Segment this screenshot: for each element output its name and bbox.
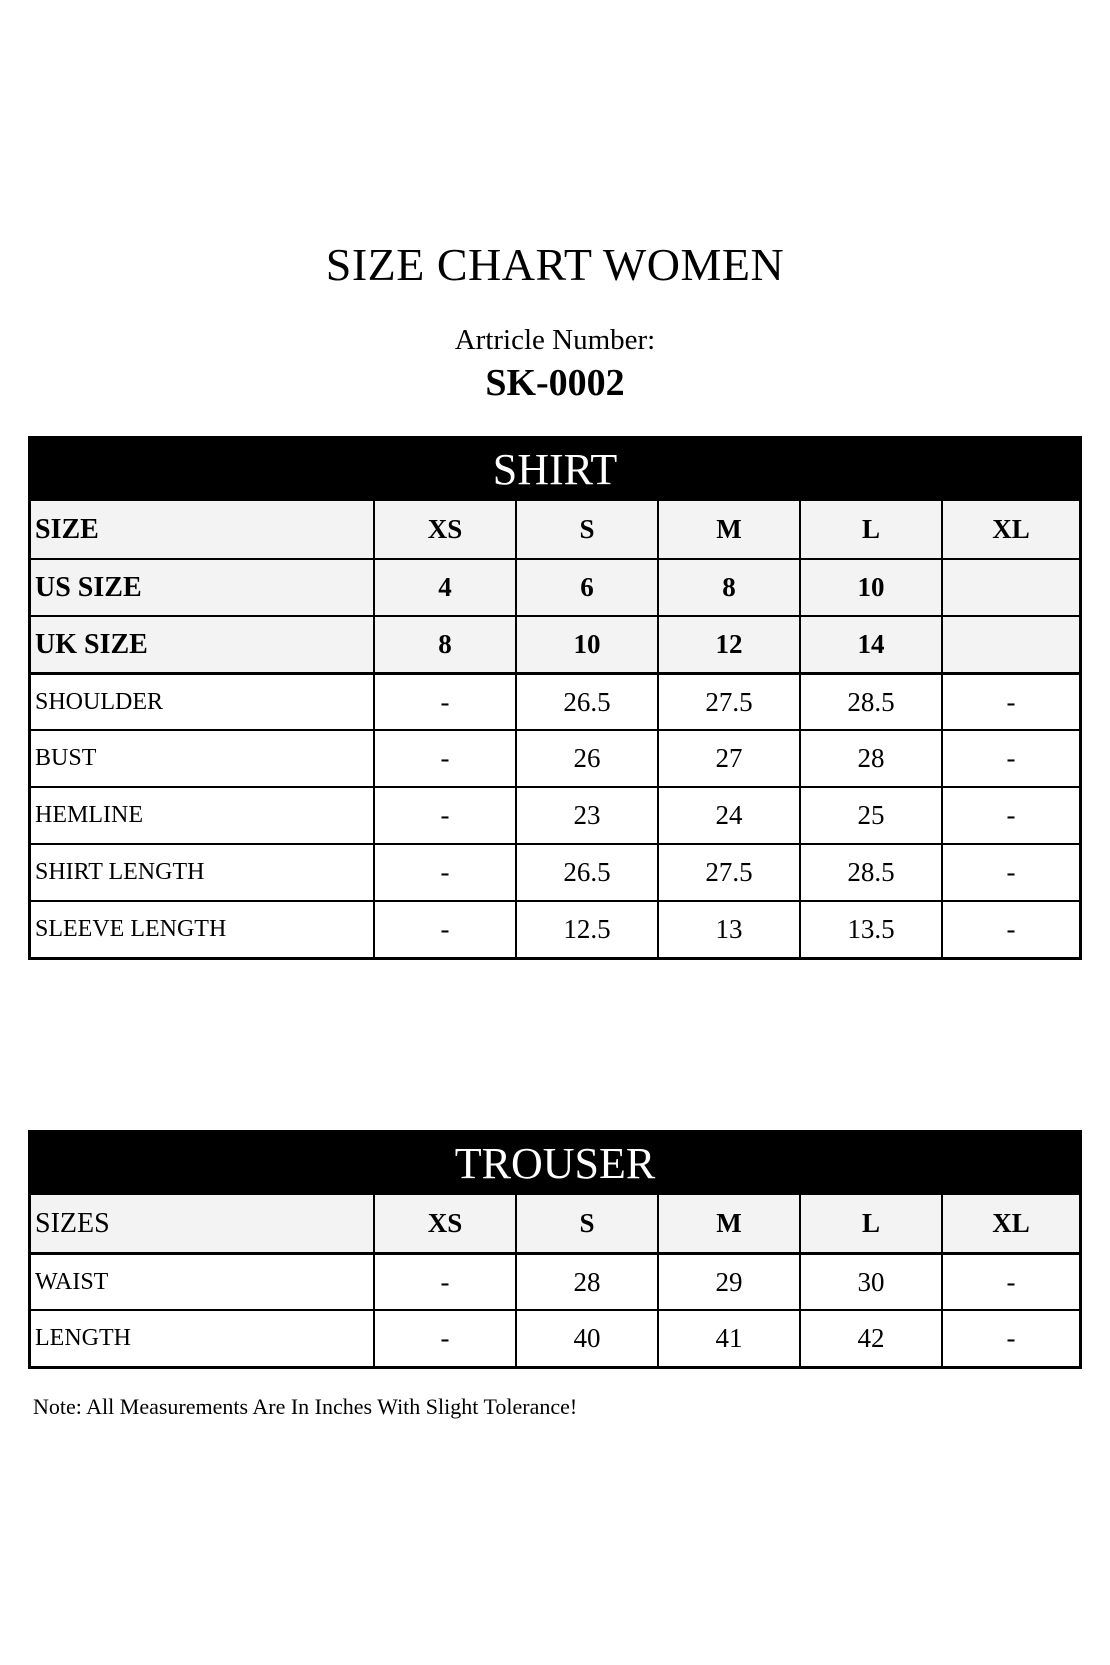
table-cell: 25 bbox=[799, 788, 941, 843]
row-label: US SIZE bbox=[35, 571, 142, 603]
table-cell: - bbox=[373, 675, 515, 729]
trouser-column-header: SIZES bbox=[35, 1207, 110, 1239]
table-cell: 29 bbox=[657, 1255, 799, 1309]
shirt-column-header: XS bbox=[373, 501, 515, 558]
table-cell: 14 bbox=[799, 617, 941, 672]
shirt-us-size-row bbox=[31, 558, 1079, 615]
row-label: UK SIZE bbox=[35, 628, 148, 660]
table-cell: 6 bbox=[515, 560, 657, 615]
table-cell: - bbox=[373, 902, 515, 957]
trouser-waist-row bbox=[31, 1252, 1079, 1309]
table-cell: 8 bbox=[657, 560, 799, 615]
row-label: BUST bbox=[35, 745, 97, 771]
measurement-note: Note: All Measurements Are In Inches With Slight Tolerance! bbox=[33, 1394, 578, 1419]
shirt-column-header: L bbox=[799, 501, 941, 558]
row-label: HEMLINE bbox=[35, 802, 143, 828]
table-cell: - bbox=[941, 902, 1079, 957]
table-cell: 8 bbox=[373, 617, 515, 672]
shirt-uk-size-row bbox=[31, 615, 1079, 672]
row-label: SHIRT LENGTH bbox=[35, 859, 205, 885]
article-number: SK-0002 bbox=[485, 362, 625, 404]
trouser-size-table bbox=[28, 1130, 1082, 1369]
table-cell: 41 bbox=[657, 1311, 799, 1366]
shirt-size-header-row bbox=[31, 501, 1079, 558]
table-cell: 28.5 bbox=[799, 675, 941, 729]
table-cell: 24 bbox=[657, 788, 799, 843]
shirt-shoulder-row bbox=[31, 672, 1079, 729]
trouser-table-header: TROUSER bbox=[31, 1133, 1079, 1195]
table-cell: 27.5 bbox=[657, 845, 799, 900]
shirt-hemline-row bbox=[31, 786, 1079, 843]
table-cell: 30 bbox=[799, 1255, 941, 1309]
table-cell: 13 bbox=[657, 902, 799, 957]
shirt-table-header: SHIRT bbox=[31, 439, 1079, 501]
shirt-length-row bbox=[31, 843, 1079, 900]
page-title: SIZE CHART WOMEN bbox=[325, 239, 785, 290]
trouser-column-header: L bbox=[799, 1195, 941, 1252]
trouser-size-header-row bbox=[31, 1195, 1079, 1252]
table-cell: - bbox=[941, 788, 1079, 843]
table-cell: 28 bbox=[515, 1255, 657, 1309]
table-cell: 26.5 bbox=[515, 845, 657, 900]
table-cell bbox=[941, 560, 1079, 615]
shirt-column-header: M bbox=[657, 501, 799, 558]
table-cell: - bbox=[373, 731, 515, 786]
table-cell: - bbox=[373, 1311, 515, 1366]
table-cell: 10 bbox=[515, 617, 657, 672]
table-cell: 23 bbox=[515, 788, 657, 843]
shirt-column-header: S bbox=[515, 501, 657, 558]
table-cell: 28.5 bbox=[799, 845, 941, 900]
table-cell: - bbox=[941, 1311, 1079, 1366]
table-cell: - bbox=[373, 845, 515, 900]
row-label: LENGTH bbox=[35, 1325, 131, 1351]
trouser-length-row bbox=[31, 1309, 1079, 1366]
row-label: SHOULDER bbox=[35, 688, 164, 715]
table-cell: 10 bbox=[799, 560, 941, 615]
shirt-sleeve-length-row bbox=[31, 900, 1079, 957]
row-label: WAIST bbox=[35, 1268, 109, 1295]
table-cell: 27.5 bbox=[657, 675, 799, 729]
table-cell: 28 bbox=[799, 731, 941, 786]
table-cell: - bbox=[941, 845, 1079, 900]
table-cell bbox=[941, 617, 1079, 672]
shirt-column-header: SIZE bbox=[35, 513, 99, 545]
trouser-column-header: XS bbox=[373, 1195, 515, 1252]
table-cell: 4 bbox=[373, 560, 515, 615]
shirt-size-table bbox=[28, 436, 1082, 960]
trouser-column-header: S bbox=[515, 1195, 657, 1252]
table-cell: 13.5 bbox=[799, 902, 941, 957]
table-cell: 42 bbox=[799, 1311, 941, 1366]
shirt-column-header: XL bbox=[941, 501, 1079, 558]
table-cell: 26.5 bbox=[515, 675, 657, 729]
table-cell: - bbox=[373, 788, 515, 843]
table-cell: 12 bbox=[657, 617, 799, 672]
table-cell: 26 bbox=[515, 731, 657, 786]
trouser-column-header: M bbox=[657, 1195, 799, 1252]
table-cell: - bbox=[941, 731, 1079, 786]
row-label: SLEEVE LENGTH bbox=[35, 916, 227, 942]
table-cell: 27 bbox=[657, 731, 799, 786]
table-cell: 12.5 bbox=[515, 902, 657, 957]
table-cell: - bbox=[941, 1255, 1079, 1309]
trouser-column-header: XL bbox=[941, 1195, 1079, 1252]
table-cell: 40 bbox=[515, 1311, 657, 1366]
article-number-label: Artricle Number: bbox=[454, 324, 656, 356]
shirt-bust-row bbox=[31, 729, 1079, 786]
table-cell: - bbox=[941, 675, 1079, 729]
table-cell: - bbox=[373, 1255, 515, 1309]
